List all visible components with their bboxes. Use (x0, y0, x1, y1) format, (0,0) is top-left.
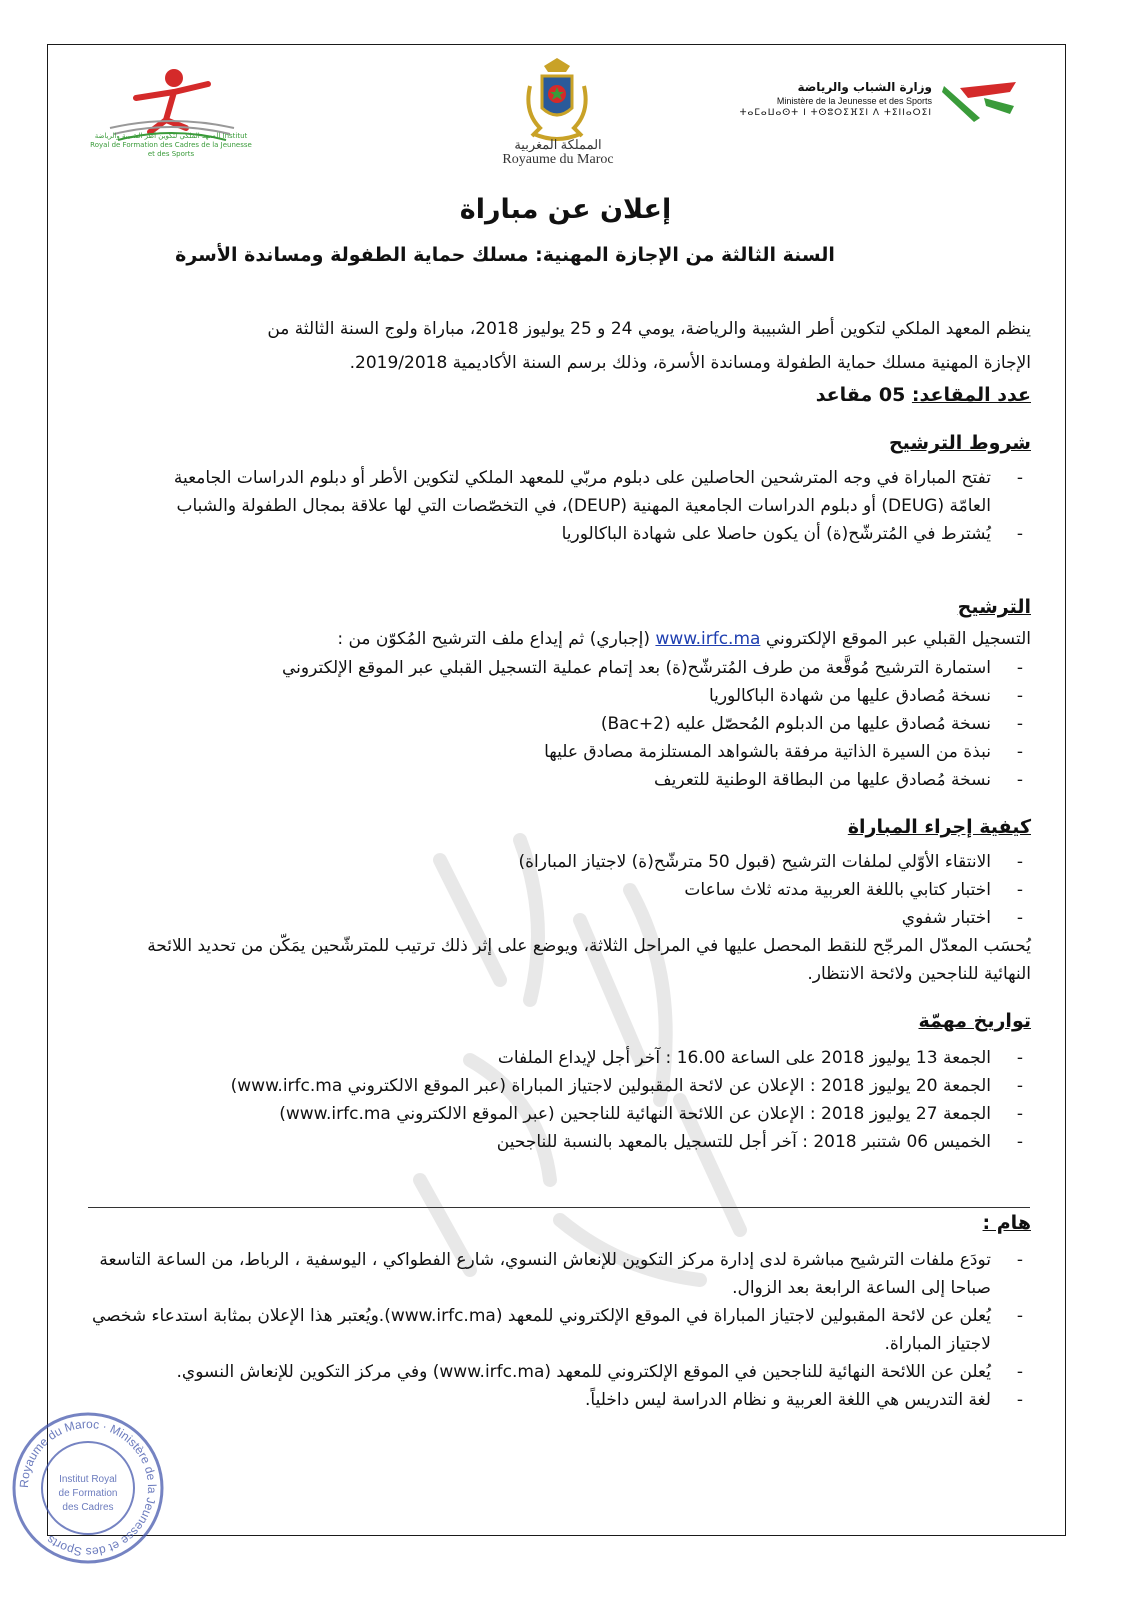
application-intro-before: التسجيل القبلي عبر الموقع الإلكتروني (765, 629, 1031, 649)
list-item: - تفتح المباراة في وجه المترشحين الحاصلين على دبلوم مربّي للمعهد الملكي لتكوين الأطر أو دبلوم الدراسات الجامعية العامّة (DEUG) أو دبلوم الدراسات الجامعية المهنية (DEUP)، في التخصّصات التي لها علاقة بمجال الطفولة والشباب (151, 464, 1031, 520)
official-stamp (8, 1408, 168, 1568)
seats-line (91, 384, 1031, 406)
list-item: - نسخة مُصادق عليها من شهادة الباكالوريا (91, 682, 1031, 710)
application-intro-after: (إجباري) ثم إيداع ملف الترشيح المُكوّن من : (337, 629, 651, 649)
important-heading: هام : (982, 1212, 1031, 1234)
dates-section (91, 1010, 1031, 1156)
list-item: - تودَع ملفات الترشيح مباشرة لدى إدارة مركز التكوين للإنعاش النسوي، شارع الفطواكي ، اليوسفية ، الرباط، من الساعة التاسعة صباحا إلى الساعة الرابعة بعد الزوال. (91, 1246, 1031, 1302)
page-title: إعلان عن مباراة (459, 194, 672, 225)
seats-label: عدد المقاعد: (911, 384, 1031, 406)
important-section (91, 1212, 1031, 1414)
conditions-heading: شروط الترشيح (888, 432, 1031, 454)
kingdom-name-fr: Royaume du Maroc (502, 152, 614, 167)
conditions-section (91, 432, 1031, 548)
list-item: - اختبار كتابي باللغة العربية مدته ثلاث ساعات (91, 876, 1031, 904)
svg-text:Royaume du Maroc · Ministère d: Royaume du Maroc · Ministère de la Jeunesse et des Sports (16, 1416, 160, 1560)
list-item: - الجمعة 20 يوليوز 2018 : الإعلان عن لائحة المقبولين لاجتياز المباراة (عبر الموقع الالكتروني www.irfc.ma) (91, 1072, 1031, 1100)
list-item: - اختبار شفوي (91, 904, 1031, 932)
procedure-section (91, 816, 1031, 988)
website-link[interactable]: www.irfc.ma (655, 629, 761, 649)
ministry-name-fr: Ministère de la Jeunesse et des Sports (776, 96, 932, 106)
seats-value: 05 مقاعد (815, 384, 906, 406)
list-item: - الخميس 06 شتنبر 2018 : آخر أجل للتسجيل بالمعهد بالنسبة للناجحين (91, 1128, 1031, 1156)
intro-paragraph (91, 312, 1031, 380)
emblem-caption (470, 138, 646, 168)
list-item: - يُشترط في المُترشّح(ة) أن يكون حاصلا على شهادة الباكالوريا (151, 520, 1031, 548)
divider (88, 1207, 1030, 1208)
application-section (91, 596, 1031, 794)
list-item: - لغة التدريس هي اللغة العربية و نظام الدراسة ليس داخلياً. (91, 1386, 1031, 1414)
ministry-name-tifinagh: ⵜⴰⵎⴰⵡⴰⵙⵜ ⵏ ⵜⵙⵓⵔⵉⴼⵉⵏ ⴷ ⵜⵉⵏⵏⴰⵔⵉⵏ (739, 108, 932, 118)
procedure-heading: كيفية إجراء المباراة (847, 816, 1031, 838)
application-intro (91, 624, 1031, 654)
list-item: - نسخة مُصادق عليها من البطاقة الوطنية للتعريف (91, 766, 1031, 794)
intro-line-2: الإجازة المهنية مسلك حماية الطفولة ومساندة الأسرة، وذلك برسم السنة الأكاديمية 2019/2018. (349, 353, 1031, 373)
dates-heading: تواريخ مهمّة (918, 1010, 1031, 1032)
ministry-logo (740, 76, 1040, 128)
list-item: - استمارة الترشيح مُوقَّعة من طرف المُترشّح(ة) بعد إتمام عملية التسجيل القبلي عبر الموقع الإلكتروني (91, 654, 1031, 682)
list-item: - الانتقاء الأوّلي لملفات الترشيح (قبول 50 مترشّح(ة) لاجتياز المباراة) (91, 848, 1031, 876)
list-item: - الجمعة 27 يوليوز 2018 : الإعلان عن اللائحة النهائية للناجحين (عبر الموقع الالكتروني www.irfc.ma) (91, 1100, 1031, 1128)
ministry-mark-icon (940, 78, 1018, 124)
list-item: - يُعلن عن لائحة المقبولين لاجتياز المباراة في الموقع الإلكتروني للمعهد (www.irfc.ma).ويُعتبر هذا الإعلان بمثابة استدعاء شخصي لاجتياز المباراة. (91, 1302, 1031, 1358)
kingdom-name-ar: المملكة المغربية (514, 137, 602, 152)
list-item: - نبذة من السيرة الذاتية مرفقة بالشواهد المستلزمة مصادق عليها (91, 738, 1031, 766)
ministry-name-ar: وزارة الشباب والرياضة (797, 80, 932, 94)
svg-text:Institut Royal: Institut Royal (59, 1474, 117, 1485)
intro-line-1: ينظم المعهد الملكي لتكوين أطر الشبيبة والرياضة، يومي 24 و 25 يوليوز 2018، مباراة ولوج السنة الثالثة من (267, 319, 1031, 339)
institute-logo-text: المعهد الملكي لتكوين أطر الشبيبة والرياضة Institut Royal de Formation des Cadres de la Jeunesse et des Sports (90, 132, 252, 158)
list-item: - نسخة مُصادق عليها من الدبلوم المُحصّل عليه (Bac+2) (91, 710, 1031, 738)
list-item: - يُعلن عن اللائحة النهائية للناجحين في الموقع الإلكتروني للمعهد (www.irfc.ma) وفي مركز التكوين للإنعاش النسوي. (91, 1358, 1031, 1386)
list-item: - الجمعة 13 يوليوز 2018 على الساعة 16.00 : آخر أجل لإيداع الملفات (91, 1044, 1031, 1072)
svg-text:des Cadres: des Cadres (62, 1502, 114, 1513)
procedure-note: يُحسَب المعدّل المرجّح للنقط المحصل عليها في المراحل الثلاثة، ويوضع على إثر ذلك ترتيب للمترشّحين يمَكّن من تحديد اللائحة النهائية للناجحين ولائحة الانتظار. (147, 936, 1031, 984)
royal-emblem (520, 56, 594, 142)
svg-text:de Formation: de Formation (58, 1488, 118, 1499)
application-heading: الترشيح (957, 596, 1031, 618)
page-subtitle: السنة الثالثة من الإجازة المهنية: مسلك حماية الطفولة ومساندة الأسرة (175, 244, 835, 266)
